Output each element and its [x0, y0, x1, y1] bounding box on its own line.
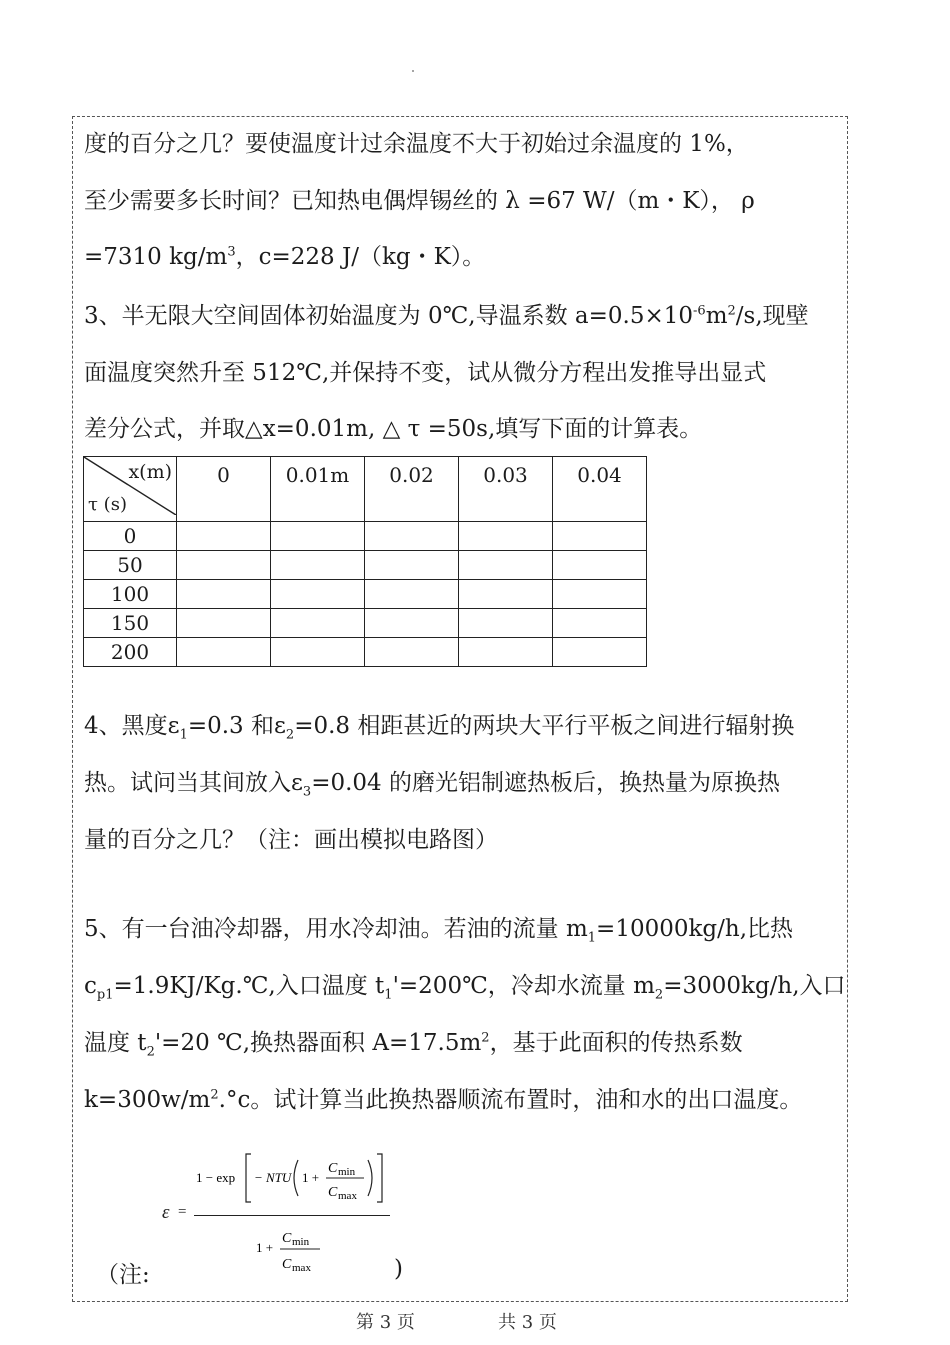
num-ntu: − NTU — [254, 1170, 292, 1185]
table-row — [84, 609, 647, 638]
page-total: 共 3 页 — [498, 1312, 557, 1333]
numerator — [196, 1140, 396, 1210]
table-cell[interactable] — [177, 522, 271, 551]
cmax-sub: max — [338, 1190, 357, 1202]
table-cell[interactable] — [271, 609, 365, 638]
table-cell[interactable] — [459, 522, 553, 551]
table-row — [84, 638, 647, 667]
text-line: 度的百分之几？要使温度计过余温度不大于初始过余温度的 1%， — [84, 131, 749, 157]
text-line: $k=300w/m^2.^\circ c$。试计算当此换热器顺流布置时，油和水的出口温度。 — [84, 1087, 803, 1113]
den-cmax-c: C — [282, 1257, 292, 1272]
epsilon-symbol: ε — [162, 1202, 170, 1223]
table-cell[interactable] — [271, 522, 365, 551]
table-cell[interactable] — [177, 609, 271, 638]
row-header: 100 — [84, 580, 177, 609]
table-cell[interactable] — [459, 638, 553, 667]
table-row — [84, 580, 647, 609]
question-4: 4、黑度$\varepsilon_1=0.3$ 和$\varepsilon_2=0.8$ 相距甚近的两块大平行平板之间进行辐射换 — [84, 713, 795, 743]
table-cell[interactable] — [365, 609, 459, 638]
question-3: 3、半无限大空间固体初始温度为 0℃,导温系数 $a=0.5\times 10^{-6}m^2/s$,现壁 — [84, 303, 809, 329]
page-frame — [72, 116, 848, 1302]
num-one-exp: 1 − exp — [196, 1170, 236, 1185]
table-cell[interactable] — [365, 522, 459, 551]
page-number: 第 3 页 — [356, 1312, 415, 1333]
table-cell[interactable] — [177, 638, 271, 667]
table-cell[interactable] — [365, 638, 459, 667]
table-row — [84, 522, 647, 551]
diagonal-header-cell — [84, 457, 177, 522]
text-line: 量的百分之几？（注：画出模拟电路图） — [84, 827, 498, 853]
num-plus: 1 + — [302, 1170, 320, 1185]
den-cmax-sub: max — [292, 1262, 311, 1274]
question-5: 5、有一台油冷却器，用水冷却油。若油的流量 $m_1=10000kg/h$,比热 — [84, 916, 794, 946]
den-cmin-sub: min — [292, 1236, 310, 1248]
tau-axis-label: τ (s) — [88, 494, 127, 515]
table-cell[interactable] — [553, 609, 647, 638]
column-header: 0.01m — [271, 457, 365, 522]
effectiveness-formula — [158, 1140, 398, 1285]
table-cell[interactable] — [459, 609, 553, 638]
scan-speck — [412, 70, 414, 72]
text-line: =7310 $kg/m^3$，c=228 J/（kg・K）。 — [84, 244, 486, 270]
text-line: 面温度突然升至 512℃,并保持不变，试从微分方程出发推导出显式 — [84, 360, 767, 386]
text-line: 温度 $t_2'=20$ ℃,换热器面积 $A=17.5m^2$，基于此面积的传热系数 — [84, 1030, 743, 1060]
main-fraction-bar — [194, 1215, 390, 1216]
calculation-table — [83, 456, 647, 667]
table-cell[interactable] — [553, 551, 647, 580]
table-row — [84, 551, 647, 580]
table-cell[interactable] — [553, 638, 647, 667]
table-cell[interactable] — [177, 551, 271, 580]
column-header: 0 — [177, 457, 271, 522]
table-cell[interactable] — [177, 580, 271, 609]
den-plus: 1 + — [256, 1240, 274, 1255]
row-header: 50 — [84, 551, 177, 580]
cmin-sub: min — [338, 1166, 356, 1178]
cmax-c: C — [328, 1185, 338, 1200]
table-cell[interactable] — [271, 638, 365, 667]
table-cell[interactable] — [271, 580, 365, 609]
table-cell[interactable] — [459, 580, 553, 609]
table-cell[interactable] — [459, 551, 553, 580]
row-header: 150 — [84, 609, 177, 638]
table-cell[interactable] — [365, 580, 459, 609]
note-open: （注: — [96, 1262, 150, 1288]
table-cell[interactable] — [553, 522, 647, 551]
table-cell[interactable] — [271, 551, 365, 580]
note-close: ) — [394, 1256, 403, 1282]
column-header: 0.04 — [553, 457, 647, 522]
equals-sign: = — [178, 1204, 187, 1220]
denominator — [256, 1222, 336, 1282]
cmin-c: C — [328, 1161, 338, 1176]
x-axis-label: x(m) — [128, 461, 172, 483]
text-line: 差分公式，并取△x=0.01m, △ τ =50s,填写下面的计算表。 — [84, 416, 703, 442]
row-header: 0 — [84, 522, 177, 551]
table-cell[interactable] — [365, 551, 459, 580]
column-header: 0.02 — [365, 457, 459, 522]
text-line: 至少需要多长时间？已知热电偶焊锡丝的 λ =67 W/（m・K）， ρ — [84, 188, 755, 214]
den-cmin-c: C — [282, 1231, 292, 1246]
row-header: 200 — [84, 638, 177, 667]
table-cell[interactable] — [553, 580, 647, 609]
text-line: 热。试问当其间放入$\varepsilon_3=0.04$ 的磨光铝制遮热板后，换热量为原换热 — [84, 770, 780, 800]
text-line: $c_{p1}=1.9KJ/Kg.℃$,入口温度 $t_1'=200℃$，冷却水流量 $m_2=3000kg/h$,入口 — [84, 973, 846, 1003]
column-header: 0.03 — [459, 457, 553, 522]
